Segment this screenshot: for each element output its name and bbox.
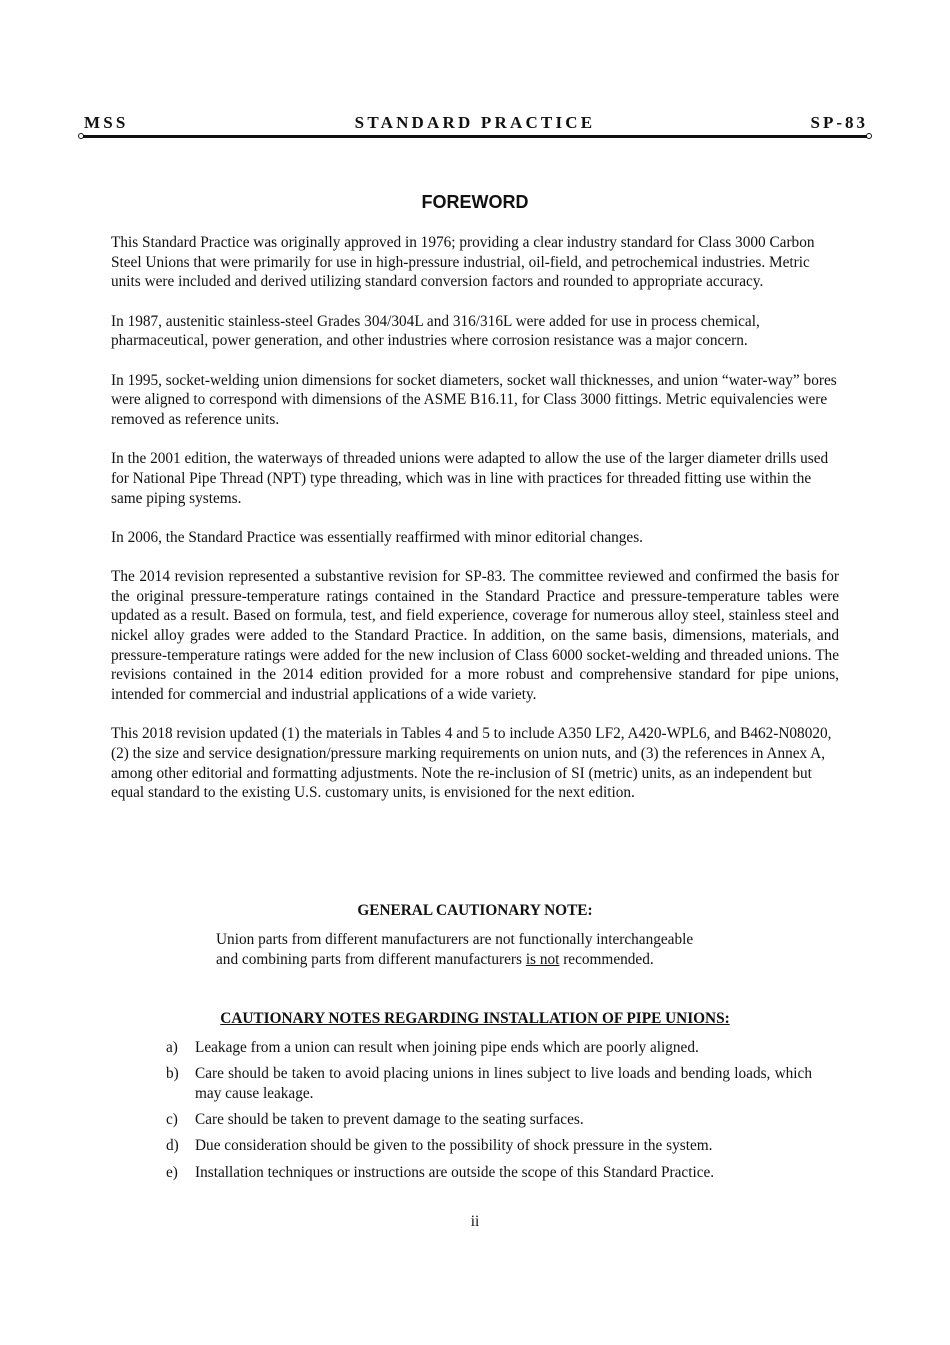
list-item-letter: d) (166, 1137, 179, 1155)
list-item-letter: e) (166, 1163, 178, 1181)
list-item-letter: c) (166, 1111, 178, 1129)
general-caution-heading: GENERAL CAUTIONARY NOTE: (357, 902, 593, 919)
header-rule-bar (82, 135, 868, 138)
list-item (166, 1038, 812, 1058)
foreword-paragraph-1976: This Standard Practice was originally approved in 1976; providing a clear industry standard for Class 3000 Carbon Steel Unions that were primarily for use in high-pressure industrial, oil-field, and petrochemical industries. Metric units were included and derived utilizing standard conversion factors and rounded to appropriate accuracy. (111, 234, 815, 291)
list-item-text: Due consideration should be given to the possibility of shock pressure in the system. (195, 1137, 713, 1155)
list-item (166, 1163, 812, 1183)
list-item (166, 1136, 812, 1156)
list-item (166, 1110, 812, 1130)
running-header (80, 113, 870, 135)
list-item-text: Care should be taken to avoid placing unions in lines subject to live loads and bending loads, which may cause leakage. (195, 1065, 812, 1102)
installation-notes-list (166, 1038, 812, 1189)
header-doc-number: SP-83 (810, 113, 868, 132)
general-caution-line-2 (216, 950, 776, 970)
list-item-text: Care should be taken to prevent damage to the seating surfaces. (195, 1111, 584, 1129)
header-org: MSS (84, 113, 129, 132)
header-rule (80, 135, 870, 138)
foreword-body (111, 233, 839, 823)
list-item-letter: b) (166, 1065, 179, 1083)
header-title: STANDARD PRACTICE (354, 113, 596, 132)
general-caution-line-1: Union parts from different manufacturers are not functionally interchangeable (216, 931, 694, 948)
foreword-paragraph-1995: In 1995, socket-welding union dimensions for socket diameters, socket wall thicknesses, and union “water-way” bores were aligned to correspond with dimensions of the ASME B16.11, for Class 3000 fittings. Metric equivalencies were removed as reference units. (111, 371, 837, 428)
list-item-text: Installation techniques or instructions are outside the scope of this Standard Practice. (195, 1163, 715, 1181)
foreword-paragraph-2006: In 2006, the Standard Practice was essentially reaffirmed with minor editorial changes. (111, 528, 643, 546)
general-caution-line-2-end: recommended. (559, 950, 654, 968)
foreword-paragraph-2018: This 2018 revision updated (1) the materials in Tables 4 and 5 to include A350 LF2, A420-WPL6, and B462-N08020, (2) the size and service designation/pressure marking requirements on union nuts, and (3) the references in Annex A, among other editorial and formatting adjustments. Note the re-inclusion of SI (metric) units, as an independent but equal standard to the existing U.S. customary units, is envisioned for the next edition. (111, 725, 832, 802)
general-caution-text (216, 930, 776, 969)
foreword-paragraph-2001: In the 2001 edition, the waterways of threaded unions were adapted to allow the use of the larger diameter drills used for National Pipe Thread (NPT) type threading, which was in line with practices for threaded fitting use within the same piping systems. (111, 450, 829, 507)
general-caution-emphasis: is not (525, 950, 560, 968)
foreword-heading: FOREWORD (421, 192, 529, 212)
page-number: ii (470, 1213, 480, 1230)
list-item (166, 1064, 812, 1103)
header-rule-left-end (78, 133, 84, 139)
foreword-paragraph-1987: In 1987, austenitic stainless-steel Grades 304/304L and 316/316L were added for use in process chemical, pharmaceutical, power generation, and other industries where corrosion resistance was a major concern. (111, 312, 760, 350)
header-rule-right-end (866, 133, 872, 139)
foreword-paragraph-2014: The 2014 revision represented a substantive revision for SP-83. The committee reviewed and confirmed the basis for the original pressure-temperature ratings contained in the Standard Practice and pressure-temperature tables were updated as a result. Based on formula, test, and field experience, coverage for numerous alloy steel, stainless steel and nickel alloy grades were added to the Standard Practice. In addition, on the same basis, dimensions, materials, and pressure-temperature ratings were added for the new inclusion of Class 6000 socket-welding and threaded unions. The revisions contained in the 2014 edition provided for a more robust and comprehensive standard for pipe unions, intended for commercial and industrial applications of a wide variety. (111, 567, 839, 704)
general-caution-line-2-start: and combining parts from different manufacturers (216, 950, 526, 968)
list-item-letter: a) (166, 1039, 178, 1056)
installation-notes-heading: CAUTIONARY NOTES REGARDING INSTALLATION OF PIPE UNIONS: (220, 1010, 730, 1027)
list-item-text: Leakage from a union can result when joining pipe ends which are poorly aligned. (195, 1039, 699, 1056)
